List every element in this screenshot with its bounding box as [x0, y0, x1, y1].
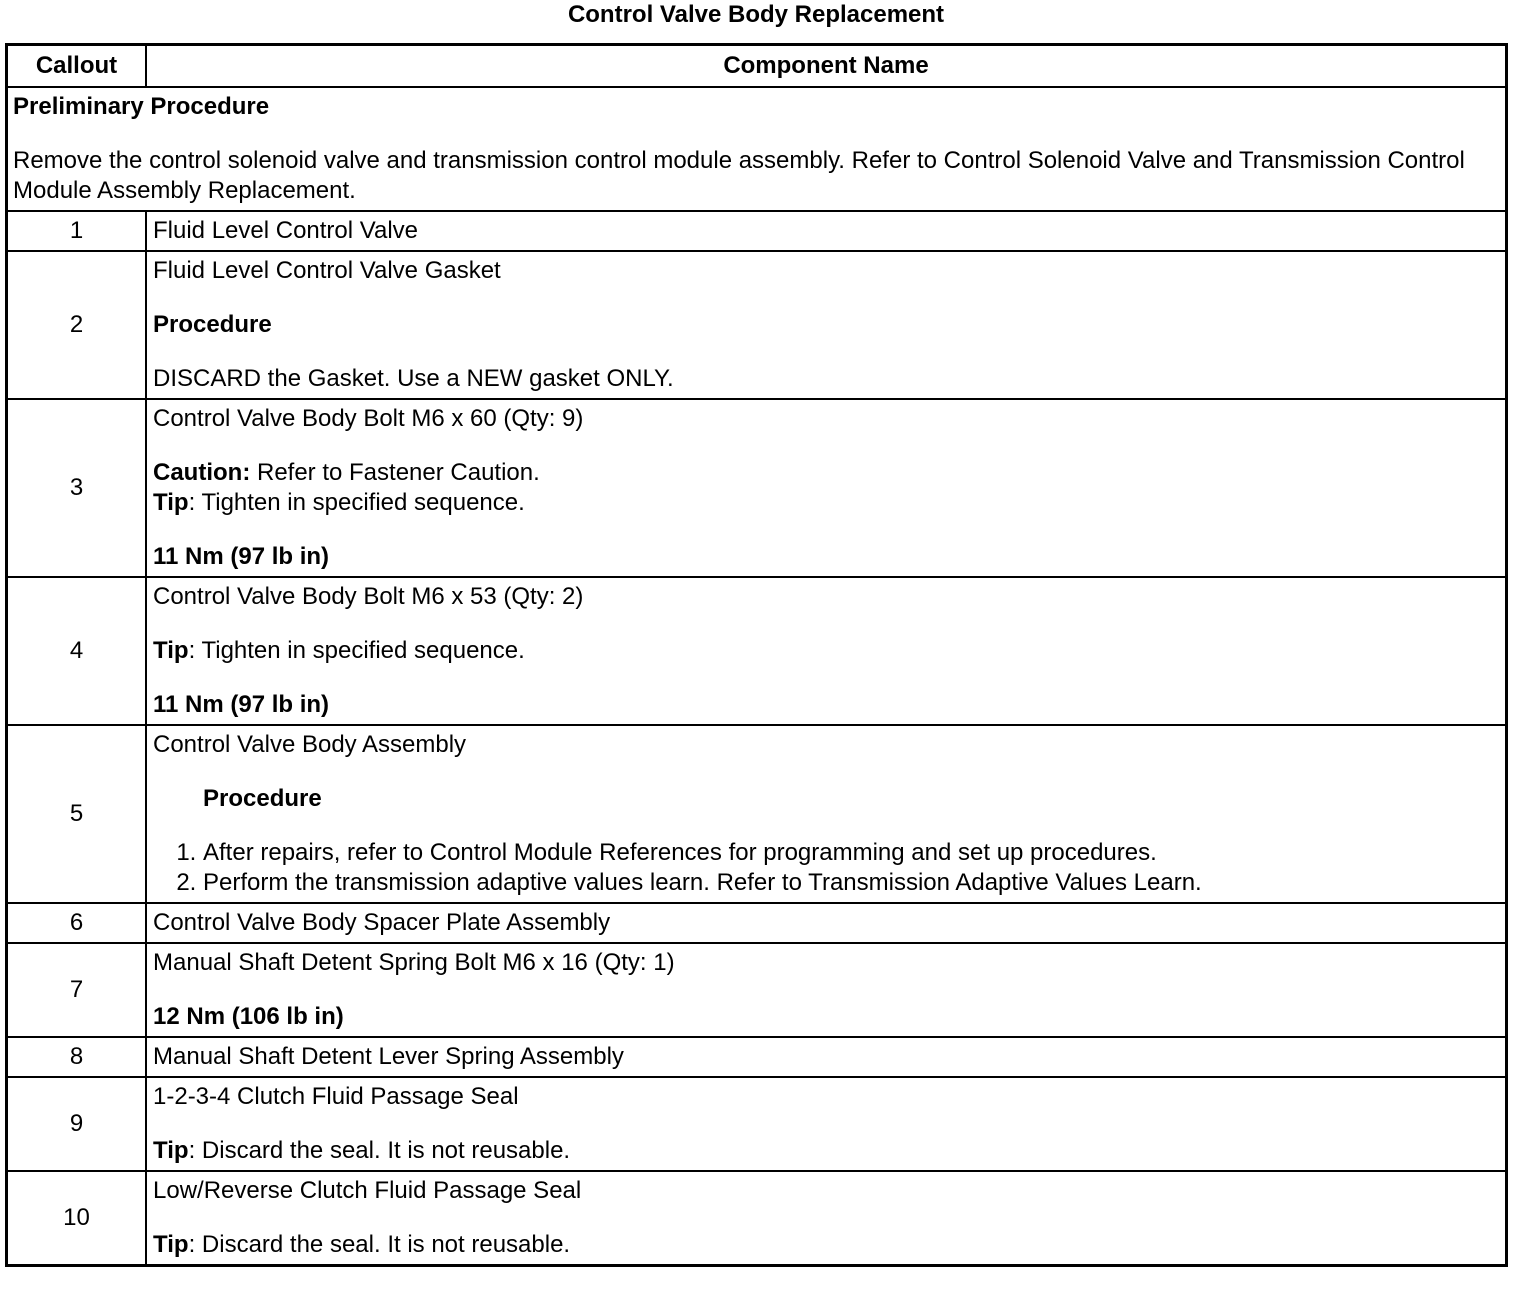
preliminary-heading: Preliminary Procedure: [13, 93, 270, 120]
tip-note: [153, 1230, 1499, 1260]
tip-text: : Discard the seal. It is not reusable.: [188, 1231, 571, 1258]
table-row: [7, 725, 1507, 903]
component-table: [5, 43, 1508, 1267]
preliminary-row: [7, 87, 1507, 211]
procedure-step: 2. Perform the transmission adaptive values learn. Refer to Transmission Adaptive Values Learn.: [203, 868, 1499, 898]
preliminary-text: Remove the control solenoid valve and transmission control module assembly. Refer to Control Solenoid Valve and Transmission Control Module Assembly Replacement.: [13, 147, 1465, 204]
component-name: 1-2-3-4 Clutch Fluid Passage Seal: [153, 1083, 519, 1110]
callout-number: 8: [7, 1037, 147, 1077]
component-name: Low/Reverse Clutch Fluid Passage Seal: [153, 1177, 582, 1204]
procedure-steps: [153, 838, 1499, 898]
torque-spec: 11 Nm (97 lb in): [153, 691, 330, 718]
callout-number: 1: [7, 211, 147, 251]
procedure-label: Procedure: [203, 785, 322, 812]
callout-number: 9: [7, 1077, 147, 1171]
table-row: [7, 577, 1507, 725]
callout-number: 6: [7, 903, 147, 943]
procedure-step: 1. After repairs, refer to Control Module References for programming and set up procedures.: [203, 838, 1499, 868]
component-name: Fluid Level Control Valve: [146, 211, 1507, 251]
component-name: Control Valve Body Assembly: [153, 731, 467, 758]
table-row: [7, 211, 1507, 251]
component-name: Control Valve Body Spacer Plate Assembly: [146, 903, 1507, 943]
table-row: [7, 251, 1507, 399]
table-row: [7, 943, 1507, 1037]
component-name: Manual Shaft Detent Spring Bolt M6 x 16 (Qty: 1): [153, 949, 675, 976]
callout-header: Callout: [7, 45, 147, 88]
tip-label: Tip: [153, 1231, 189, 1258]
tip-text: : Tighten in specified sequence.: [188, 637, 525, 664]
procedure-label: Procedure: [153, 311, 272, 338]
table-row: [7, 903, 1507, 943]
component-name: Manual Shaft Detent Lever Spring Assembly: [146, 1037, 1507, 1077]
callout-number: 10: [7, 1171, 147, 1266]
tip-label: Tip: [153, 637, 189, 664]
table-row: [7, 1171, 1507, 1266]
callout-number: 3: [7, 399, 147, 577]
page-title: Control Valve Body Replacement: [567, 1, 945, 28]
callout-number: 4: [7, 577, 147, 725]
tip-label: Tip: [153, 489, 189, 516]
caution-label: Caution:: [153, 459, 251, 486]
callout-number: 2: [7, 251, 147, 399]
component-name: Control Valve Body Bolt M6 x 60 (Qty: 9): [153, 405, 584, 432]
table-row: [7, 1077, 1507, 1171]
tip-note: [153, 1136, 1499, 1166]
table-row: [7, 1037, 1507, 1077]
callout-number: 7: [7, 943, 147, 1037]
callout-number: 5: [7, 725, 147, 903]
component-name: Fluid Level Control Valve Gasket: [153, 257, 501, 284]
caution-text: Refer to Fastener Caution.: [256, 459, 540, 486]
header-row: [7, 45, 1507, 88]
tip-note: [153, 488, 1499, 518]
torque-spec: 11 Nm (97 lb in): [153, 543, 330, 570]
torque-spec: 12 Nm (106 lb in): [153, 1003, 344, 1030]
caution-note: [153, 458, 1499, 488]
tip-text: : Discard the seal. It is not reusable.: [188, 1137, 571, 1164]
table-row: [7, 399, 1507, 577]
procedure-note: DISCARD the Gasket. Use a NEW gasket ONLY.: [153, 365, 674, 392]
tip-label: Tip: [153, 1137, 189, 1164]
component-name: Control Valve Body Bolt M6 x 53 (Qty: 2): [153, 583, 584, 610]
component-name-header: Component Name: [146, 45, 1507, 88]
tip-note: [153, 636, 1499, 666]
tip-text: : Tighten in specified sequence.: [188, 489, 525, 516]
